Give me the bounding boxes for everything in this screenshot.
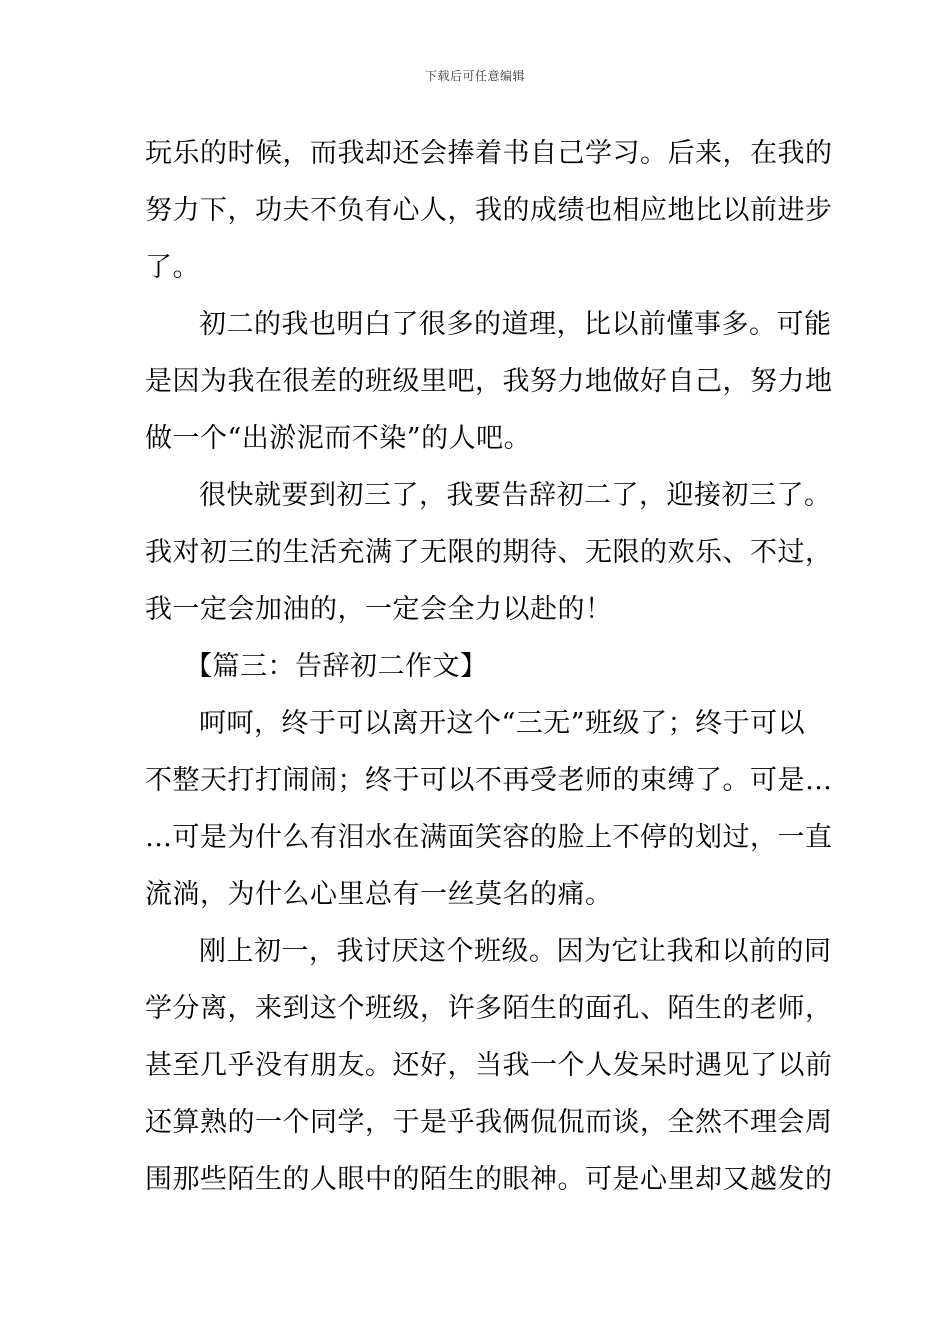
text-line: 做一个“出淤泥而不染”的人吧。 — [145, 423, 532, 454]
text-line: 还算熟的一个同学，于是乎我俩侃侃而谈，全然不理会周 — [145, 1107, 833, 1138]
page-header-note: 下载后可任意编辑 — [424, 69, 525, 83]
paragraph-first-line: 呵呵，终于可以离开这个“三无”班级了；终于可以 — [199, 708, 806, 739]
document-body — [145, 125, 833, 1208]
text-line: 玩乐的时候，而我却还会捧着书自己学习。后来，在我的 — [145, 138, 833, 169]
section-heading: 【篇三：告辞初二作文】 — [185, 651, 488, 682]
text-line: 了。 — [145, 252, 200, 283]
text-line: …可是为什么有泪水在满面笑容的脸上不停的划过，一直 — [145, 822, 833, 853]
text-line: 甚至几乎没有朋友。还好，当我一个人发呆时遇见了以前 — [145, 1050, 833, 1081]
text-line: 我对初三的生活充满了无限的期待、无限的欢乐、不过， — [145, 537, 833, 568]
text-line: 是因为我在很差的班级里吧，我努力地做好自己，努力地 — [145, 366, 833, 397]
paragraph-first-line: 初二的我也明白了很多的道理，比以前懂事多。可能 — [199, 309, 832, 340]
paragraph-first-line: 很快就要到初三了，我要告辞初二了，迎接初三了。 — [199, 480, 832, 511]
paragraph-first-line: 刚上初一，我讨厌这个班级。因为它让我和以前的同 — [199, 936, 832, 967]
text-line: 我一定会加油的，一定会全力以赴的！ — [145, 594, 613, 625]
text-line: 流淌，为什么心里总有一丝莫名的痛。 — [145, 879, 613, 910]
text-line: 努力下，功夫不负有心人，我的成绩也相应地比以前进步 — [145, 195, 833, 226]
text-line: 学分离，来到这个班级，许多陌生的面孔、陌生的老师， — [145, 993, 833, 1024]
text-line: 不整天打打闹闹；终于可以不再受老师的束缚了。可是… — [145, 765, 833, 796]
text-line: 围那些陌生的人眼中的陌生的眼神。可是心里却又越发的 — [145, 1164, 833, 1195]
